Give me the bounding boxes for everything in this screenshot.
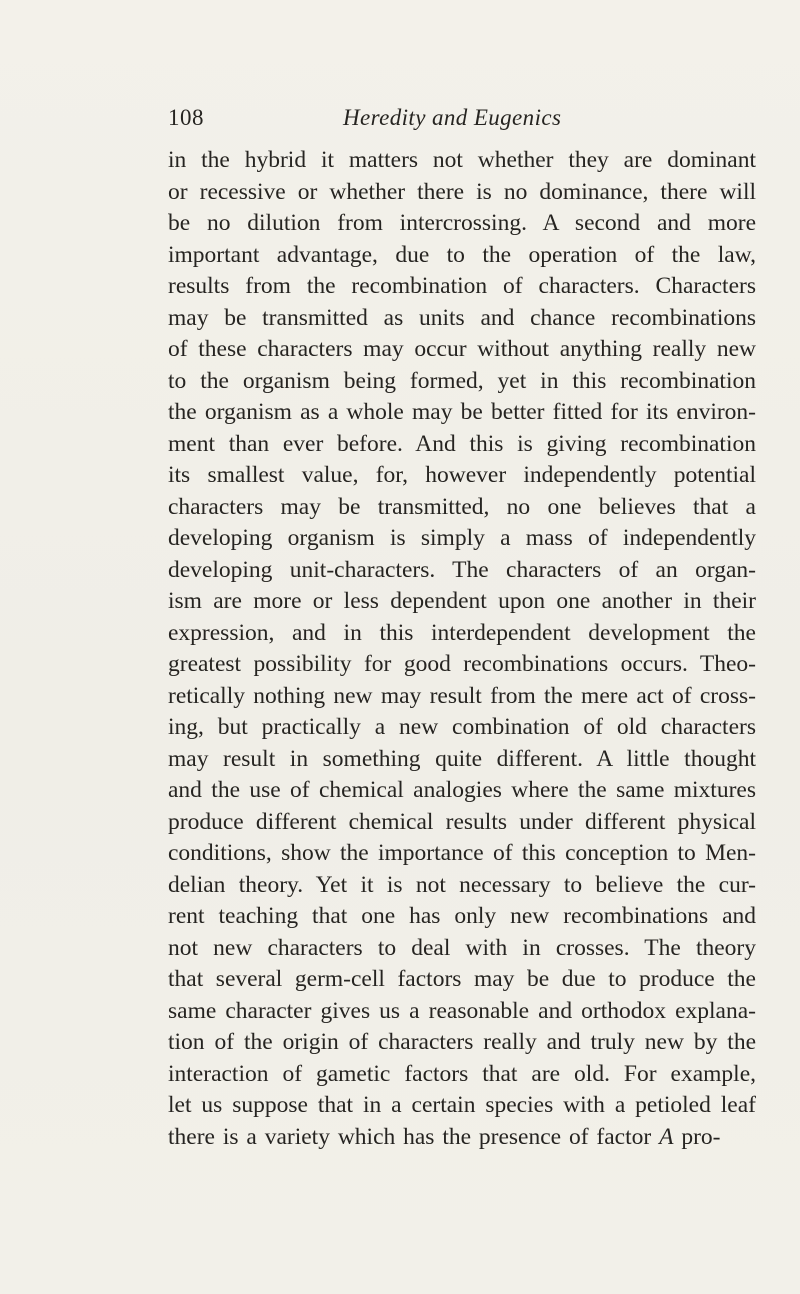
text-line: be no dilution from intercrossing. A second and more (168, 210, 756, 236)
text-line: developing unit-characters. The characters of an organ- (168, 556, 756, 583)
text-line: and the use of chemical analogies where the same mixtures (168, 777, 756, 803)
running-title: Heredity and Eugenics (343, 105, 562, 130)
text-line: in the hybrid it matters not whether they are dominant (168, 147, 756, 173)
body-text (168, 145, 756, 1153)
last-line-start: there is a variety which has the presence of factor (168, 1123, 660, 1150)
text-line: that several germ-cell factors may be due to produce the (168, 966, 756, 992)
text-line: of these characters may occur without anything really new (168, 336, 756, 362)
text-line: expression, and in this interdependent development the (168, 619, 756, 646)
text-line: to the organism being formed, yet in this recombination (168, 367, 756, 394)
page-number: 108 (168, 105, 204, 130)
last-line-end: pro- (673, 1123, 721, 1150)
text-line: delian theory. Yet it is not necessary to believe the cur- (168, 871, 756, 898)
text-line: may result in something quite different. A little thought (168, 745, 756, 772)
page-header (168, 103, 618, 133)
factor-symbol: A (659, 1123, 674, 1150)
text-line: important advantage, due to the operation of the law, (168, 241, 756, 268)
text-line: ing, but practically a new combination of old characters (168, 714, 756, 740)
text-line: let us suppose that in a certain species with a petioled leaf (168, 1092, 756, 1118)
text-line: characters may be transmitted, no one believes that a (168, 493, 756, 520)
text-line: interaction of gametic factors that are old. For example, (168, 1060, 756, 1087)
text-line: conditions, show the importance of this conception to Men- (168, 840, 756, 866)
text-line: same character gives us a reasonable and orthodox explana- (168, 997, 756, 1024)
text-line: the organism as a whole may be better fitted for its environ- (168, 399, 756, 425)
text-line: may be transmitted as units and chance recombinations (168, 304, 756, 331)
text-line: results from the recombination of characters. Characters (168, 273, 756, 299)
text-line: rent teaching that one has only new recombinations and (168, 903, 756, 929)
text-line: produce different chemical results under different physical (168, 808, 756, 835)
text-line: ism are more or less dependent upon one another in their (168, 588, 756, 614)
text-line: developing organism is simply a mass of independently (168, 525, 756, 551)
text-line: greatest possibility for good recombinations occurs. Theo- (168, 651, 756, 677)
text-line: tion of the origin of characters really and truly new by the (168, 1029, 756, 1055)
text-line: ment than ever before. And this is giving recombination (168, 430, 756, 457)
text-line: or recessive or whether there is no dominance, there will (168, 178, 756, 205)
text-line: retically nothing new may result from the mere act of cross- (168, 682, 756, 709)
text-line: not new characters to deal with in crosses. The theory (168, 934, 756, 961)
text-line-last (168, 1122, 756, 1154)
text-line: its smallest value, for, however independently potential (168, 462, 756, 488)
